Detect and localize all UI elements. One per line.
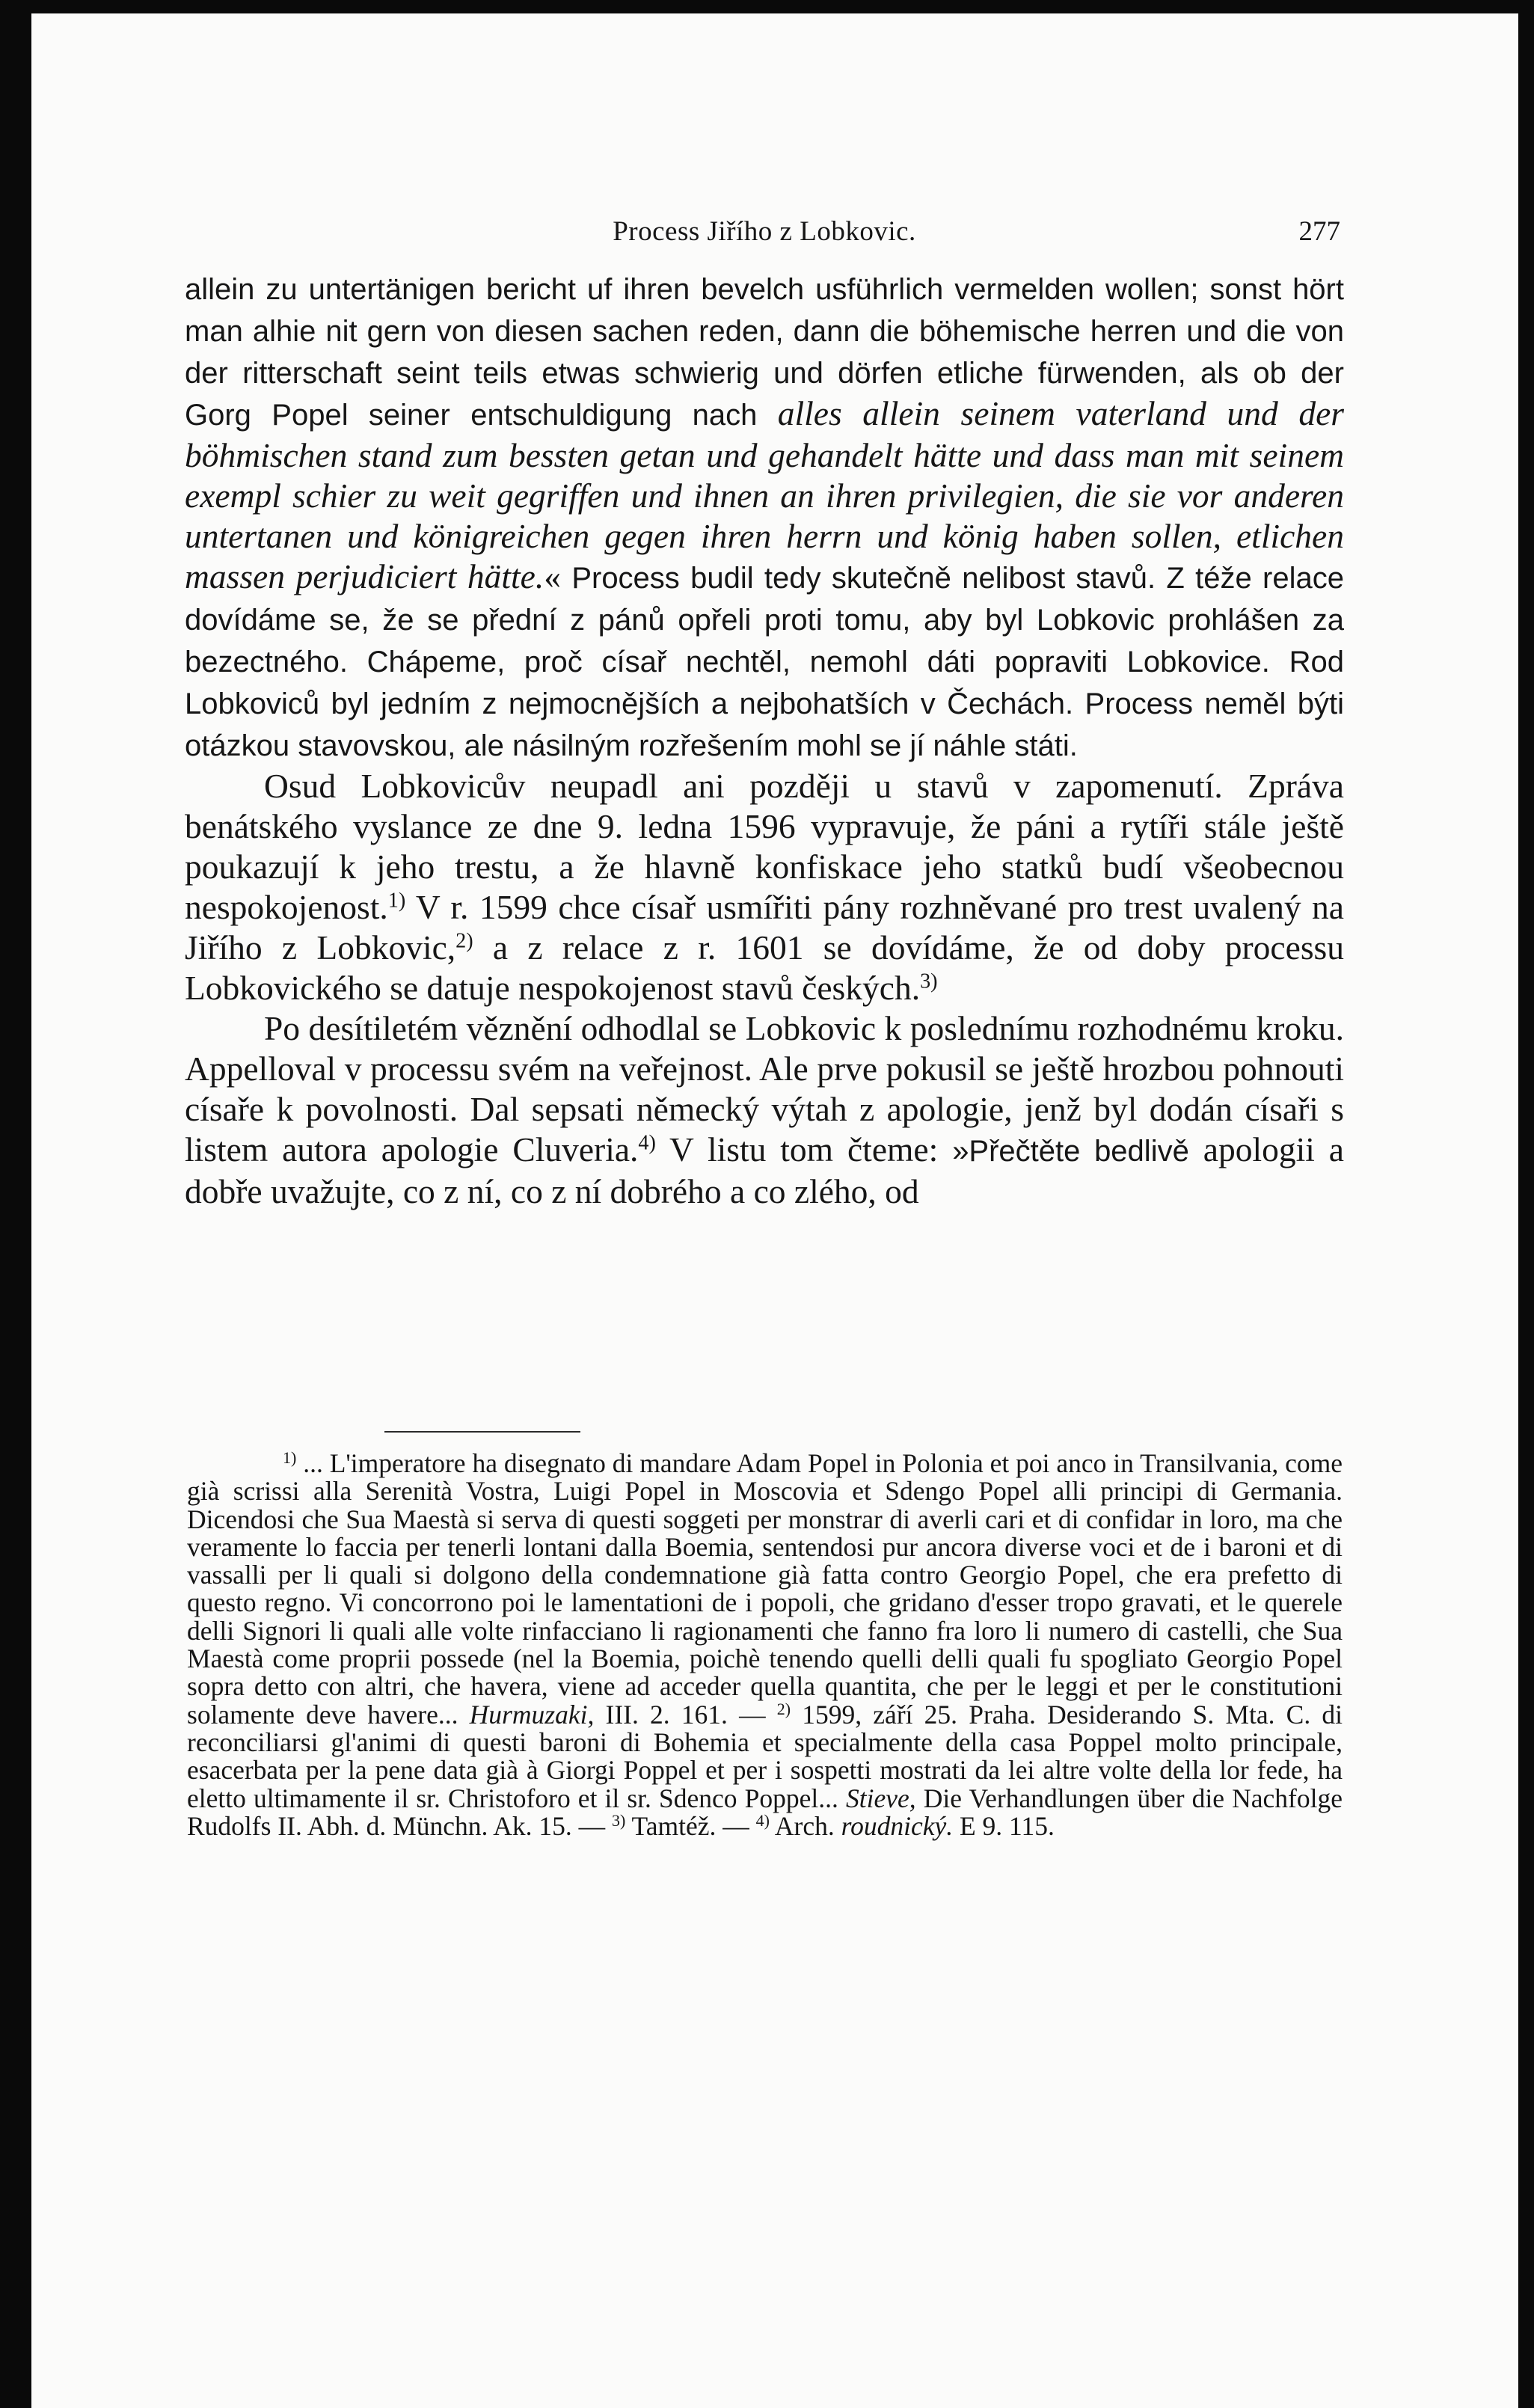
- footnote-1-ref: III. 2. 161. —: [594, 1699, 777, 1730]
- footnote-source-roudnicky: roudnický.: [841, 1810, 954, 1841]
- footnote-ref-3: 3): [920, 969, 938, 993]
- paragraph-3-text-c: apologii a dobře uvažujte, co z ní, co z ní dobrého a co zlého, od: [185, 1130, 1344, 1210]
- paragraph-3: [185, 1008, 1344, 1212]
- footnote-marker-3: 3): [612, 1810, 626, 1830]
- document-page: [31, 13, 1518, 2408]
- paragraph-3-quote: »Přečtěte bedlivě: [952, 1135, 1189, 1168]
- footnote-marker-4: 4): [755, 1810, 770, 1830]
- paragraph-1-text: allein zu untertänigen bericht uf ihren bevelch usführlich vermelden wollen; sonst hört man alhie nit gern von diesen sachen reden, dann die böhemische herren und die von der ritterschaft seint teils etwas schwierig und dörfen etliche fürwenden, als ob der Gorg Popel seiner entschuldigung nach: [185, 273, 1344, 432]
- footnote-4-text: Arch.: [769, 1810, 841, 1841]
- paragraph-2-text-b: V r. 1599 chce císař usmířiti pány rozhněvané pro trest uvalený na Jiřího z Lobkovic,: [185, 888, 1344, 966]
- paragraph-2-text-c: a z relace z r. 1601 se dovídáme, že od doby processu Lobkovického se datuje nespokojenost stavů českých.: [185, 928, 1344, 1007]
- footnote-separator: [384, 1431, 580, 1433]
- footnote-ref-2: 2): [455, 929, 473, 953]
- paragraph-3-text: Po desítiletém věznění odhodlal se Lobkovic k poslednímu rozhodnému kroku. Appelloval v processu svém na veřejnost. Ale prve pokusil se ještě hrozbou pohnouti císaře k povolnosti. Dal sepsati německý výtah z apologie, jenž byl dodán císaři s listem autora apologie Cluveria.: [185, 1009, 1344, 1168]
- footnote-marker-2: 2): [776, 1699, 791, 1718]
- paragraph-2-text: Osud Lobkovicův neupadl ani později u stavů v zapomenutí. Zpráva benátského vyslance ze dne 9. ledna 1596 vypravuje, že páni a rytíři stále ještě poukazují k jeho trestu, a že hlavně konfiskace jeho statků budí všeobecnou nespokojenost.: [185, 767, 1344, 926]
- footnote-source-stieve: Stieve,: [846, 1783, 916, 1813]
- footnote-ref-4: 4): [638, 1131, 656, 1155]
- footnote-1-text: ... L'imperatore ha disegnato di mandare Adam Popel in Polonia et poi anco in Transilvania, come già scrissi alla Serenità Vostra, Luigi Popel in Moscovia et Sdengo Popel alli principi di Germania. Dicendosi che Sua Maestà si serva di questi soggeti per monstrar di averli cari et di confidar in loro, ma che veramente lo faccia per tenerli lontani dalla Boemia, sentendosi pur ancora diverse voci et de i baroni et di vassalli per li quali si dolgono della condemnatione già fatta contro Georgio Popel, che era prefetto di questo regno. Vi concorrono poi le lamentationi de i popoli, che gridano d'esser tropo gravati, et le querele delli Signori li quali alle volte rinfacciano li ragionamenti che fanno fra loro li numero di castelli, che Sua Maestà come proprii possede (nel la Boemia, poichè tenendo quelli delli quali fu spogliato Georgio Popel sopra detto con altri, che havera, viene ad acceder quella quantita, che per le leggi et per le constitutioni solamente deve havere...: [187, 1448, 1343, 1730]
- footnotes: [187, 1447, 1343, 1841]
- footnote-4-ref: E 9. 115.: [953, 1810, 1055, 1841]
- footnote-ref-1: 1): [387, 889, 406, 913]
- paragraph-3-text-b: V listu tom čteme:: [655, 1130, 953, 1168]
- quote-close-mark: «: [544, 557, 562, 595]
- running-title: Process Jiřího z Lobkovic.: [613, 216, 916, 247]
- footnote-2-text: 1599, září 25. Praha. Desiderando S. Mta. C. di reconciliarsi gl'animi di questi baroni di Bohemia et specialmente della casa Poppel molto principale, esacerbata per la pene data già à Giorgi Poppel et per i sospetti mostrati da lei altre volte della lor fede, ha eletto ultimamente il sr. Christoforo et il sr. Sdenco Poppel...: [187, 1699, 1343, 1813]
- paragraph-1-quote: alles allein seinem vaterland und der böhmischen stand zum bessten getan und gehandelt hätte und dass man mit seinem exempl schier zu weit gegriffen und ihnen an ihren privilegien, die sie vor anderen untertanen und königreichen gegen ihren herrn und könig haben sollen, etlichen massen perjudiciert hätte.: [185, 394, 1344, 595]
- running-header: [188, 215, 1340, 253]
- page-number: 277: [1298, 216, 1340, 247]
- footnote-marker-1: 1): [283, 1447, 297, 1467]
- footnote-2-ref: Die Verhandlungen über die Nachfolge Rudolfs II. Abh. d. Münchn. Ak. 15. —: [187, 1783, 1343, 1841]
- footnote-block: [187, 1447, 1343, 1841]
- paragraph-1-continuation: Process budil tedy skutečně nelibost stavů. Z téže relace dovídáme se, že se přední z pánů opřeli proti tomu, aby byl Lobkovic prohlášen za bezectného. Chápeme, proč císař nechtěl, nemohl dáti popraviti Lobkovice. Rod Lobkoviců byl jedním z nejmocnějších a nejbohatších v Čechách. Process neměl býti otázkou stavovskou, ale násilným rozřešením mohl se jí náhle státi.: [185, 562, 1344, 762]
- main-text: [185, 268, 1344, 1212]
- paragraph-2: [185, 766, 1344, 1008]
- footnote-source-hurmuzaki: Hurmuzaki,: [469, 1699, 595, 1730]
- paragraph-1: [185, 268, 1344, 766]
- footnote-3-text: Tamtéž. —: [625, 1810, 756, 1841]
